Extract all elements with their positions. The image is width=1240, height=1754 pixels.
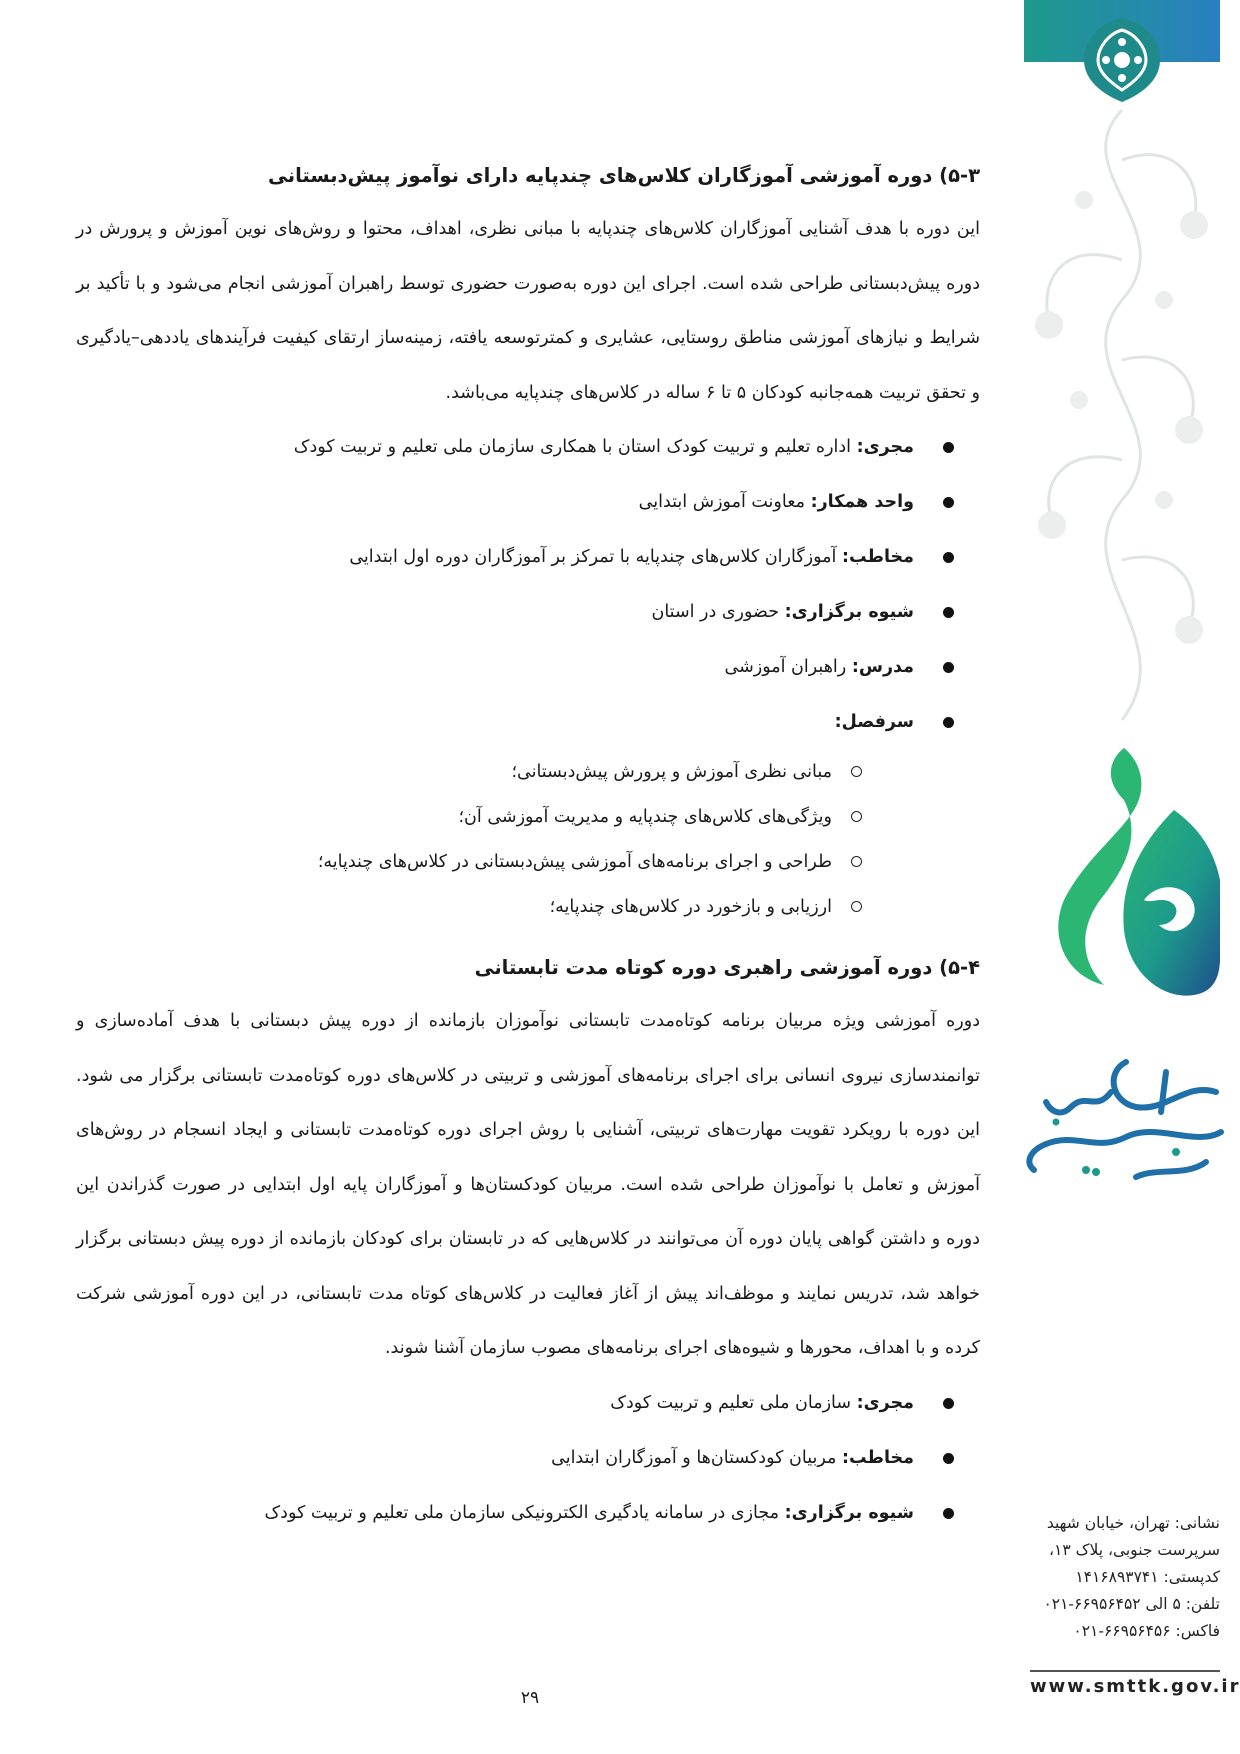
item-value: حضوری در استان [651, 602, 780, 622]
circle-bullet-icon [851, 766, 862, 777]
section-paragraph-5-3: این دوره با هدف آشنایی آموزگاران کلاس‌های چندپایه با مبانی نظری، اهداف، محتوا و روش‌های نوین آموزش و پرورش در دوره پیش‌دبستانی طراحی شده است. اجرای این دوره به‌صورت حضوری توسط راهبران آموزشی انجام می‌شود و با تأکید بر شرایط و نیازهای آموزشی مناطق روستایی، عشایری و کمترتوسعه یافته، زمینه‌ساز ارتقای کیفیت فرآیندهای یاددهی–یادگیری و تحقق تربیت همه‌جانبه کودکان ۵ تا ۶ ساله در کلاس‌های چندپایه می‌باشد. [76, 219, 980, 403]
contact-info [1030, 1510, 1220, 1645]
postal-code: کدپستی: ۱۴۱۶۸۹۳۷۴۱ [1075, 1568, 1220, 1586]
section-heading-5-3: ۵-۳) دوره آموزشی آموزگاران کلاس‌های چندپایه دارای نوآموز پیش‌دبستانی [268, 164, 980, 187]
item-label: شیوه برگزاری: [784, 602, 914, 622]
topic-item: ویژگی‌های کلاس‌های چندپایه و مدیریت آموزشی آن؛ [76, 795, 862, 840]
bullet-icon [943, 662, 954, 673]
item-label: مخاطب: [841, 547, 914, 567]
fax-number: فاکس: ۶۶۹۵۶۴۵۶-۰۲۱ [1073, 1622, 1220, 1640]
calligraphy-logo-icon [1016, 1052, 1228, 1202]
list-item [76, 640, 954, 695]
list-item [76, 475, 954, 530]
item-value: مربیان کودکستان‌ها و آموزگاران ابتدایی [551, 1447, 837, 1468]
list-item [76, 1376, 954, 1431]
item-value: راهبران آموزشی [724, 657, 847, 677]
item-label: مدرس: [851, 657, 914, 677]
bullet-icon [943, 1453, 954, 1464]
circle-bullet-icon [851, 901, 862, 912]
bullet-icon [943, 1508, 954, 1519]
decorative-side-band [1024, 0, 1220, 1050]
drop-logo-icon [1058, 748, 1220, 996]
section-heading-5-4: ۵-۴) دوره آموزشی راهبری دوره کوتاه مدت تابستانی [474, 956, 980, 979]
topic-item: مبانی نظری آموزش و پرورش پیش‌دبستانی؛ [76, 750, 862, 795]
details-list-5-4 [76, 1376, 980, 1541]
circle-bullet-icon [851, 856, 862, 867]
item-label: مجری: [856, 1392, 914, 1413]
page-number: ۲۹ [520, 1688, 540, 1708]
item-label: مخاطب: [841, 1447, 914, 1468]
bullet-icon [943, 1398, 954, 1409]
item-label: شیوه برگزاری: [784, 1502, 914, 1523]
topics-list [76, 750, 980, 930]
list-item [76, 530, 954, 585]
details-list-5-3 [76, 420, 980, 750]
bullet-icon [943, 552, 954, 563]
phone-number: تلفن: ۵ الی ۶۶۹۵۶۴۵۲-۰۲۱ [1043, 1595, 1220, 1613]
website-link[interactable]: www.smttk.gov.ir [1030, 1670, 1220, 1697]
item-value: مجازی در سامانه یادگیری الکترونیکی سازمان ملی تعلیم و تربیت کودک [264, 1502, 780, 1523]
list-item [76, 420, 954, 475]
address-line-1: نشانی: تهران، خیابان شهید [1046, 1514, 1220, 1532]
topic-item: طراحی و اجرای برنامه‌های آموزشی پیش‌دبستانی در کلاس‌های چندپایه؛ [76, 840, 862, 885]
bullet-icon [943, 442, 954, 453]
item-value: آموزگاران کلاس‌های چندپایه با تمرکز بر آموزگاران دوره اول ابتدایی [349, 547, 837, 567]
list-item [76, 1486, 954, 1541]
circle-bullet-icon [851, 811, 862, 822]
item-value: اداره تعلیم و تربیت کودک استان با همکاری سازمان ملی تعلیم و تربیت کودک [293, 437, 852, 457]
main-content [76, 150, 980, 1541]
topic-item: ارزیابی و بازخورد در کلاس‌های چندپایه؛ [76, 885, 862, 930]
floral-ornament-icon [1024, 0, 1220, 1050]
address-line-2: سرپرست جنوبی، پلاک ۱۳، [1048, 1541, 1220, 1559]
item-label: سرفصل: [834, 712, 914, 732]
section-paragraph-5-4: دوره آموزشی ویژه مربیان برنامه کوتاه‌مدت تابستانی نوآموزان بازمانده از دوره پیش دبستانی با هدف آماده‌سازی و توانمندسازی نیروی انسانی برای اجرای برنامه‌های آموزشی و تربیتی در کلاس‌های دوره کوتاه‌مدت تابستانی برگزار می شود. این دوره با رویکرد تقویت مهارت‌های تربیتی، آشنایی با روش اجرای دوره کوتاه‌مدت تابستانی و ایجاد انسجام در روش‌های آموزش و تعامل با نوآموزان طراحی شده است. مربیان کودکستان‌ها و آموزگاران پایه اول ابتدایی در صورت گذراندن این دوره و داشتن گواهی پایان دوره آن می‌توانند در کلاس‌هایی که در تابستان برای کودکان بازمانده از دوره پیش دبستانی برگزار خواهد شد، تدریس نمایند و موظف‌اند پیش از آغاز فعالیت در کلاس‌های کوتاه مدت تابستانی، در این دوره آموزشی شرکت کرده و با اهداف، محورها و شیوه‌های اجرای برنامه‌های مصوب سازمان آشنا شوند. [76, 1011, 980, 1358]
item-label: واحد همکار: [810, 492, 914, 512]
item-value: معاونت آموزش ابتدایی [638, 492, 806, 512]
bullet-icon [943, 717, 954, 728]
item-label: مجری: [856, 437, 914, 457]
item-value: سازمان ملی تعلیم و تربیت کودک [610, 1392, 852, 1413]
list-item [76, 585, 954, 640]
list-item [76, 1431, 954, 1486]
list-item [76, 695, 954, 750]
bullet-icon [943, 497, 954, 508]
bullet-icon [943, 607, 954, 618]
